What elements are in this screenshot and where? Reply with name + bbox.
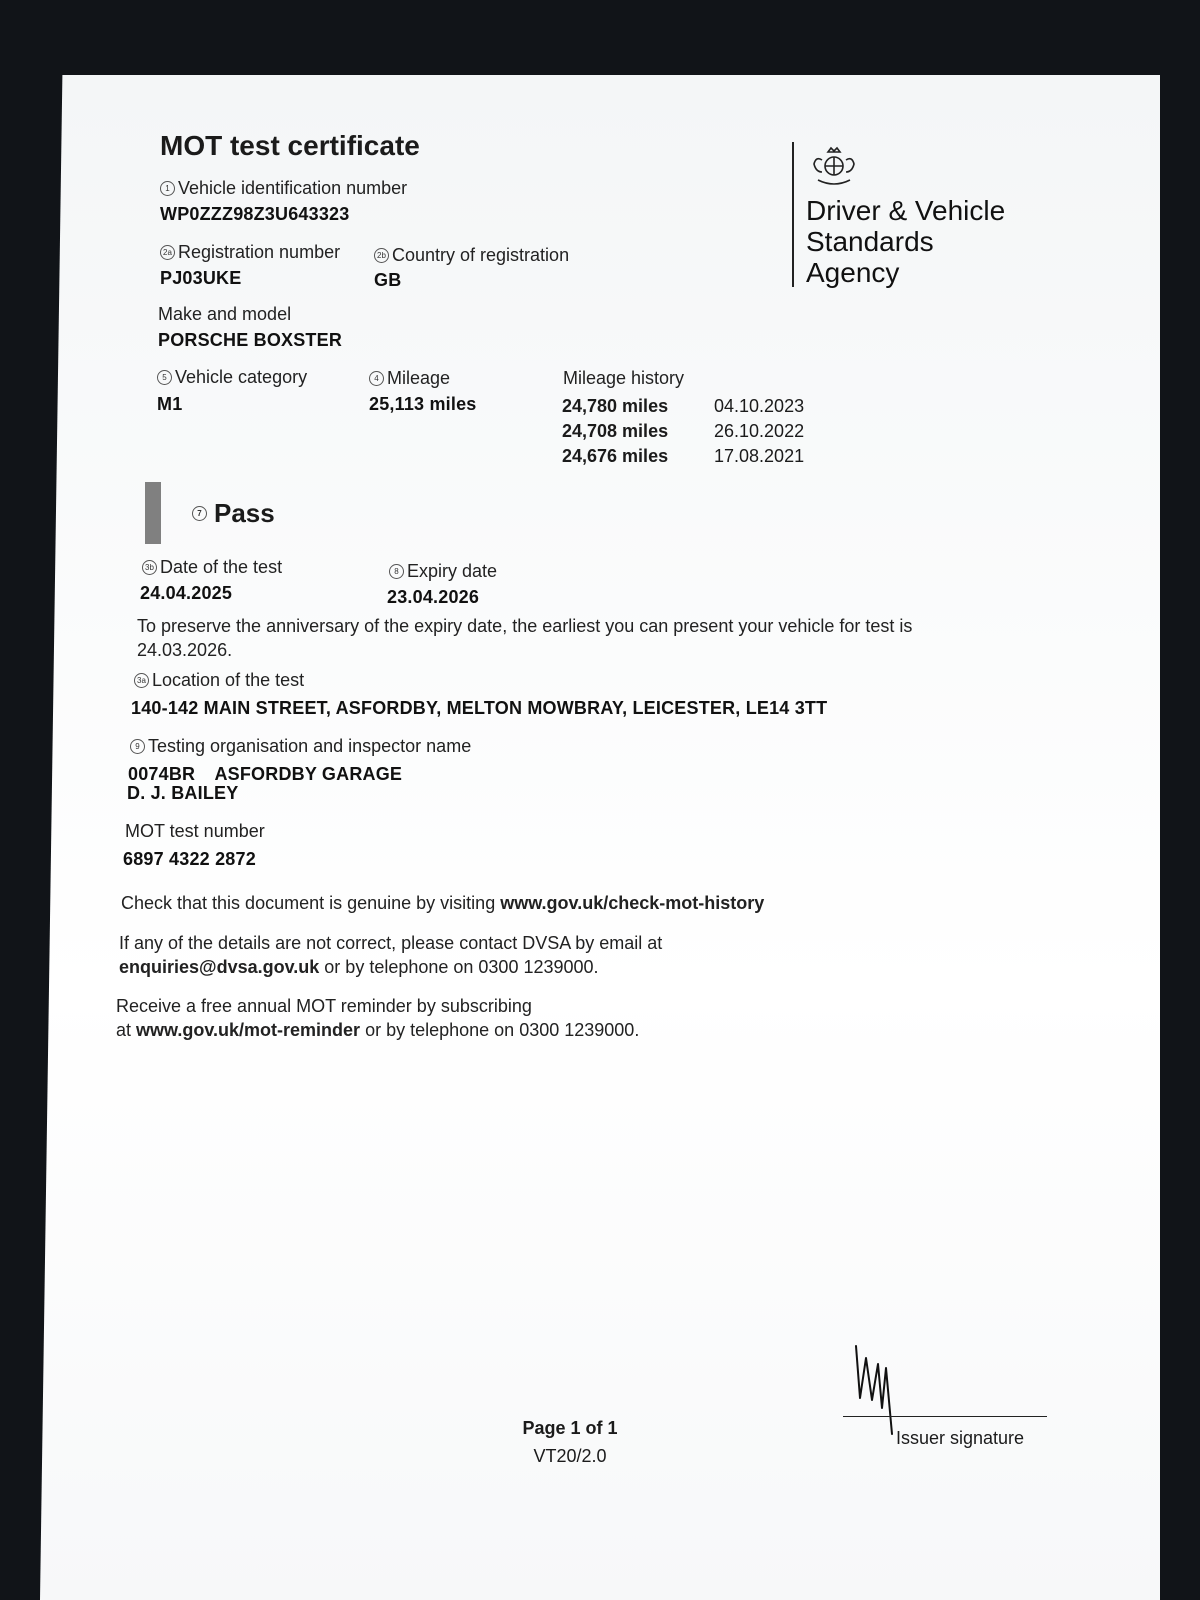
field-number-icon: 9 (130, 739, 145, 754)
reminder-text: Receive a free annual MOT reminder by subscribing at www.gov.uk/mot-reminder or by telephone on 0300 1239000. (116, 996, 640, 1040)
registration-label: 2a Registration number (160, 242, 340, 263)
check-genuine-text: Check that this document is genuine by visiting www.gov.uk/check-mot-history (121, 893, 765, 913)
mileage-history-label: Mileage history (563, 368, 685, 388)
registration-value: PJ03UKE (160, 268, 242, 288)
field-number-icon: 5 (157, 370, 172, 385)
page-title: MOT test certificate (160, 130, 420, 161)
make-model-label: Make and model (158, 304, 292, 324)
list-item: 24,708 miles 26.10.2022 (562, 421, 805, 441)
form-code: VT20/2.0 (533, 1446, 607, 1466)
page-number: Page 1 of 1 (522, 1418, 618, 1438)
mot-reminder-link[interactable]: www.gov.uk/mot-reminder (136, 1020, 361, 1040)
expiry-date-label: 8 Expiry date (389, 561, 497, 582)
field-number-icon: 8 (389, 564, 404, 579)
dvsa-logo-text: Driver & Vehicle Standards Agency (806, 195, 1006, 288)
field-number-icon: 3a (134, 673, 149, 688)
signature-label: Issuer signature (896, 1428, 1025, 1448)
test-number-value: 6897 4322 2872 (123, 849, 256, 869)
country-label: 2b Country of registration (374, 245, 569, 266)
dvsa-email-link[interactable]: enquiries@dvsa.gov.uk (119, 957, 320, 977)
preserve-anniversary-note: To preserve the anniversary of the expiry date, the earliest you can present your vehicle for test is 24.03.2026. (137, 616, 913, 660)
check-mot-history-link[interactable]: www.gov.uk/check-mot-history (500, 893, 765, 913)
field-number-icon: 1 (160, 181, 175, 196)
field-number-icon: 7 (192, 506, 207, 521)
country-value: GB (374, 270, 402, 290)
vin-value: WP0ZZZ98Z3U643323 (160, 204, 350, 224)
test-date-label: 3b Date of the test (142, 557, 282, 578)
mileage-history-list (562, 394, 804, 469)
field-number-icon: 2a (160, 245, 175, 260)
category-label: 5 Vehicle category (157, 367, 307, 388)
logo-divider (792, 142, 794, 287)
test-date-value: 24.04.2025 (140, 583, 233, 603)
location-label: 3a Location of the test (134, 670, 304, 691)
test-result: 7 Pass (192, 498, 275, 529)
location-value: 140-142 MAIN STREET, ASFORDBY, MELTON MOWBRAY, LEICESTER, LE14 3TT (131, 698, 828, 718)
expiry-date-value: 23.04.2026 (387, 587, 480, 607)
make-model-value: PORSCHE BOXSTER (158, 330, 343, 350)
mileage-label: 4 Mileage (369, 368, 450, 389)
contact-text: If any of the details are not correct, please contact DVSA by email at enquiries@dvsa.gov.uk or by telephone on 0300 1239000. (119, 933, 663, 977)
mileage-value: 25,113 miles (369, 394, 477, 414)
vin-label: 1 Vehicle identification number (160, 178, 407, 199)
list-item: 24,676 miles 17.08.2021 (562, 446, 805, 466)
result-indicator-bar (145, 482, 161, 544)
test-number-label: MOT test number (125, 821, 265, 841)
inspector-name: D. J. BAILEY (127, 783, 239, 803)
royal-coat-of-arms-icon (808, 142, 860, 188)
field-number-icon: 4 (369, 371, 384, 386)
organisation-value: 0074BR ASFORDBY GARAGE (128, 764, 403, 784)
field-number-icon: 2b (374, 248, 389, 263)
list-item: 24,780 miles 04.10.2023 (562, 396, 805, 416)
organisation-label: 9 Testing organisation and inspector name (130, 736, 471, 757)
category-value: M1 (157, 394, 183, 414)
handwritten-signature (848, 1338, 918, 1438)
signature-line (843, 1416, 1047, 1417)
field-number-icon: 3b (142, 560, 157, 575)
